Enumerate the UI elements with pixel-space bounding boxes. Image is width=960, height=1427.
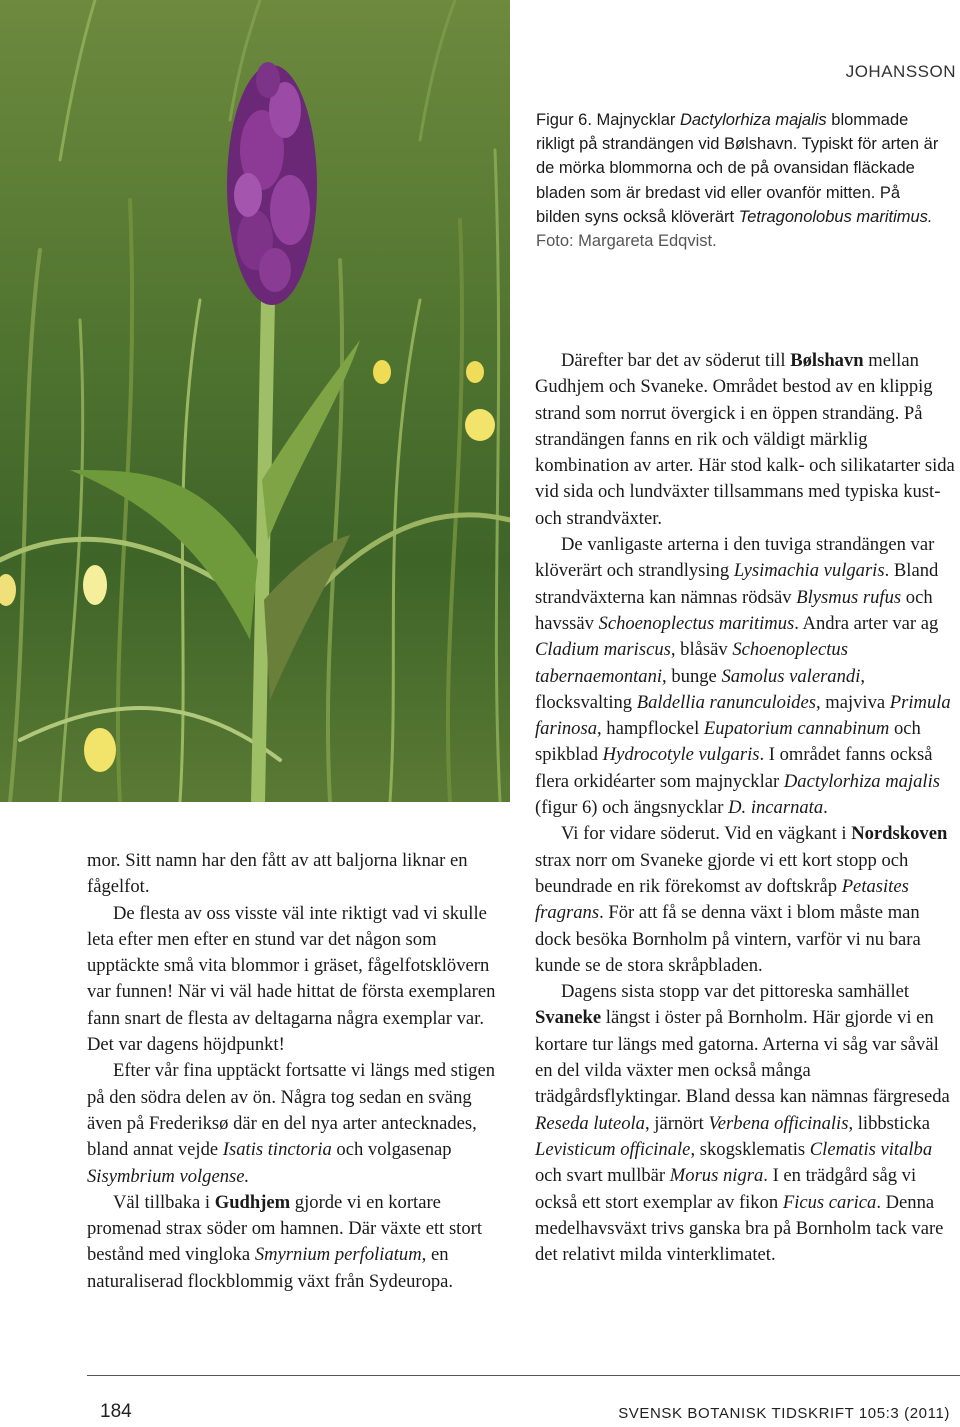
orchid-illustration	[0, 0, 510, 802]
species-name: Baldellia ranunculoides	[636, 691, 816, 713]
species-name: Isatis tinctoria	[222, 1139, 332, 1161]
paragraph	[87, 901, 505, 1059]
text: (figur 6) och ängsnycklar	[535, 797, 729, 819]
text: längst i öster på Bornholm. Här gjorde vi en kortare tur längs med gatorna. Arterna vi såg var såväl en del vilda växter men också många trädgårdsflyktingar. Bland dessa kan nämnas färgreseda	[535, 1007, 950, 1108]
page-number: 184	[100, 1401, 132, 1422]
species-name: Blysmus rufus	[796, 586, 902, 608]
text: , blåsäv	[670, 639, 733, 661]
text: . För att få se denna växt i blom måste man dock besöka Bornholm på vintern, varför vi nu bara kunde se de stora skråpbladen.	[535, 902, 921, 976]
place-name: Svaneke	[535, 1007, 602, 1029]
text: .	[823, 797, 828, 819]
text: mellan Gudhjem och Svaneke. Området bestod av en klippig strand som norrut övergick i en öppen strandäng. På strandängen fanns en rik och väldigt märklig kombination av arter. Här stod kalk- och silikatarter sida vid sida och lundväxter tillsammans med typiska kust- och strandväxter.	[535, 350, 955, 529]
text: Dagens sista stopp var det pittoreska samhället	[561, 981, 910, 1003]
text: , bunge	[662, 665, 722, 687]
caption-label: Figur 6.	[536, 111, 592, 129]
paragraph	[87, 1058, 505, 1189]
species-name: Dactylorhiza majalis	[783, 770, 941, 792]
text: , flocksvalting	[535, 665, 866, 713]
species-name: Ficus carica	[782, 1191, 877, 1213]
caption-species: Dactylorhiza majalis	[679, 111, 827, 129]
species-name: Schoenoplectus maritimus	[598, 612, 795, 634]
place-name: Nordskoven	[851, 823, 948, 845]
species-name: Smyrnium perfoliatum	[254, 1244, 422, 1266]
text: . I området fanns också flera orkidéarter som majnycklar	[535, 744, 933, 792]
text: Efter vår fina upptäckt fortsatte vi längs med stigen på den södra delen av ön. Några tog sedan en sväng även på Frederiksø där en del nya arter antecknades, bland annat vejde	[87, 1060, 496, 1161]
photo-credit: Foto: Margareta Edqvist.	[536, 232, 717, 251]
paragraph	[87, 1190, 505, 1295]
species-name: D. incarnata	[728, 797, 824, 819]
text: Vi for vidare söderut. Vid en vägkant i	[561, 823, 852, 845]
text: Väl tillbaka i	[113, 1191, 215, 1213]
species-name: Clematis vitalba	[809, 1138, 933, 1160]
text: , majviva	[815, 691, 890, 713]
text: . Denna medelhavsväxt trivs ganska bra på Bornholm tack vare det relativt milda vinterklimatet.	[535, 1191, 944, 1266]
text: och havssäv	[535, 586, 933, 634]
text: mor. Sitt namn har den fått av att baljorna liknar en fågelfot.	[87, 850, 468, 898]
left-column	[87, 848, 505, 1295]
species-name: Hydrocotyle vulgaris	[602, 744, 760, 766]
figure-caption	[536, 108, 948, 253]
text: och volgasenap	[331, 1139, 452, 1161]
species-name: Petasites fragrans	[535, 875, 909, 924]
text: Därefter bar det av söderut till	[561, 350, 791, 371]
species-name: Lysimachia vulgaris	[733, 560, 885, 582]
species-name: Cladium mariscus	[535, 639, 671, 661]
place-name: Gudhjem	[214, 1191, 291, 1213]
species-name: Samolus valerandi	[721, 665, 861, 687]
species-name: Levisticum officinale	[535, 1138, 691, 1160]
text: , libbsticka	[848, 1112, 931, 1134]
caption-species: Tetragonolobus maritimus.	[738, 207, 933, 226]
text: . Bland strandväxterna kan nämnas rödsäv	[535, 560, 939, 608]
text: och svart mullbär	[535, 1165, 670, 1187]
text: gjorde vi en kortare promenad strax söder om hamnen. Där växte ett stort bestånd med vingloka	[87, 1191, 482, 1266]
species-name: Eupatorium cannabinum	[703, 718, 890, 740]
journal-title: SVENSK BOTANISK TIDSKRIFT 105:3 (2011)	[618, 1405, 950, 1422]
text: , järnört	[644, 1112, 709, 1134]
species-name: Sisymbrium volgense.	[87, 1165, 250, 1187]
orchid-photo	[0, 0, 510, 802]
running-head: JOHANSSON	[845, 62, 956, 81]
text: , skogsklematis	[690, 1138, 810, 1160]
text: . Andra arter var ag	[794, 612, 939, 634]
text: strax norr om Svaneke gjorde vi ett kort stopp och beundrade en rik förekomst av doftskråp	[535, 849, 909, 897]
paragraph	[535, 348, 955, 532]
place-name: Bølshavn	[790, 350, 864, 371]
paragraph	[535, 979, 955, 1268]
species-name: Primula farinosa	[535, 691, 951, 740]
paragraph	[535, 821, 955, 979]
text: , hampflockel	[597, 718, 704, 740]
paragraph	[87, 848, 505, 901]
text: De vanligaste arterna i den tuviga strandängen var klöverärt och strandlysing	[535, 534, 935, 582]
text: . I en trädgård såg vi också ett stort exemplar av fikon	[535, 1165, 917, 1213]
text: De flesta av oss visste väl inte riktigt vad vi skulle leta efter men efter en stund var det någon som upptäckte små vita blommor i gräset, fågelfotsklövern var funnen! När vi väl hade hittat de första exemplaren fann snart de flesta av deltagarna några exemplar var. Det var dagens höjdpunkt!	[87, 902, 496, 1056]
caption-text: Majnycklar	[591, 111, 680, 129]
text: och spikblad	[535, 718, 921, 766]
species-name: Morus nigra	[669, 1165, 764, 1187]
right-column	[535, 348, 955, 1268]
species-name: Schoenoplectus tabernaemontani	[535, 639, 848, 687]
species-name: Reseda luteola	[535, 1112, 645, 1134]
species-name: Verbena officinalis	[708, 1112, 849, 1134]
paragraph	[535, 532, 955, 821]
footer-rule	[87, 1375, 960, 1376]
text: , en naturaliserad flockblommig växt från Sydeuropa.	[87, 1244, 454, 1292]
caption-text: blommade rikligt på strandängen vid Bølshavn. Typiskt för arten är de mörka blommorna och de på ovansidan fläckade bladen som är bredast vid eller ovanför mitten. På bilden syns också klöverärt	[536, 111, 939, 226]
